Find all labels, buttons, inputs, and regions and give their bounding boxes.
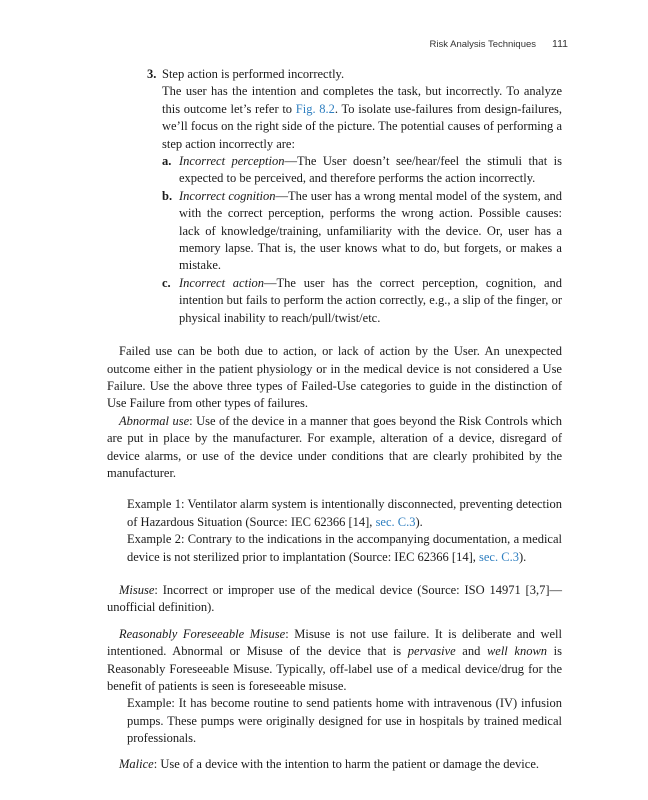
term-abnormal-use: Abnormal use — [119, 413, 190, 428]
paragraph-failed-use: Failed use can be both due to action, or lack of action by the User. An unexpected outcome either in the patient physiology or in the medical device is not considered a Use Failure. Use the above three types of Failed-Use categories to guide in the distinction of Use Failure from other types of failures. — [107, 344, 562, 411]
paragraph-abnormal-use: Abnormal use: Use of the device in a manner that goes beyond the Risk Controls which are put in place by the manufacturer. For example, alteration of a device, disregard of device alarms, or use of the device under conditions that are clearly prohibited by the manufacturer. — [107, 413, 562, 480]
header-title: Risk Analysis Techniques — [429, 39, 537, 50]
page-body — [107, 66, 562, 773]
item-title: Step action is performed incorrectly. — [162, 67, 345, 81]
subitem-label: b. — [162, 188, 173, 203]
subitem-c: c. Incorrect action—The user has the correct perception, cognition, and intention but fails to perform the action correctly, e.g., a slip of the finger, or physical inability to reach/pull/twist/etc. — [162, 275, 562, 325]
paragraph-misuse: Misuse: Incorrect or improper use of the medical device (Source: ISO 14971 [3,7]— unofficial definition). — [107, 582, 562, 615]
example-3: Example: It has become routine to send patients home with intravenous (IV) infusion pumps. These pumps were originally designed for use in hospitals by trained medical professionals. — [127, 696, 562, 746]
term-foreseeable-misuse: Reasonably Foreseeable Misuse — [119, 626, 286, 641]
section-link[interactable]: sec. C.3 — [375, 514, 416, 529]
running-header — [430, 38, 568, 50]
item-number: 3. — [147, 67, 157, 81]
subitem-term: Incorrect action — [179, 275, 265, 290]
subitem-label: a. — [162, 154, 172, 169]
subitem-a: a. Incorrect perception—The User doesn’t see/hear/feel the stimuli that is expected to be perceived, and therefore performs the action incorrectly. — [162, 154, 562, 186]
example-2: Example 2: Contrary to the indications in the accompanying documentation, a medical device is not sterilized prior to implantation (Source: IEC 62366 [14], sec. C.3). — [127, 532, 562, 564]
term-malice: Malice — [119, 756, 154, 771]
subitem-term: Incorrect cognition — [179, 188, 276, 203]
section-link[interactable]: sec. C.3 — [479, 549, 519, 564]
list-item-3 — [107, 66, 562, 153]
paragraph-foreseeable-misuse: Reasonably Foreseeable Misuse: Misuse is not use failure. It is deliberate and well intentioned. Abnormal or Misuse of the device that is pervasive and well known is Reasonably Foreseeable Misuse. Typically, off-label use of a medical device/drug for the benefit of patients is seen is foreseeable misuse. — [107, 626, 562, 693]
subitem-term: Incorrect perception — [179, 154, 285, 169]
term-misuse: Misuse — [119, 582, 155, 597]
paragraph-malice: Malice: Use of a device with the intention to harm the patient or damage the device. — [119, 756, 540, 771]
page-number: 111 — [552, 38, 568, 50]
example-1: Example 1: Ventilator alarm system is intentionally disconnected, preventing detection of Hazardous Situation (Source: IEC 62366 [14], sec. C.3). — [127, 497, 562, 529]
subitem-b: b. Incorrect cognition—The user has a wrong mental model of the system, and with the correct perception, performs the wrong action. Possible causes: lack of knowledge/training, unfamiliarity with the device. Or, user has a memory lapse. That is, the user knows what to do, but forgets, or makes a mistake. — [162, 188, 563, 273]
subitem-label: c. — [162, 275, 171, 290]
item-body: The user has the intention and completes the task, but incorrectly. To analyze this outcome let’s refer to Fig. 8.2. To isolate use-failures from design-failures, we’ll focus on the right side of the picture. The potential causes of performing a step action incorrectly are: — [162, 84, 562, 151]
figure-link[interactable]: Fig. 8.2 — [295, 101, 335, 116]
